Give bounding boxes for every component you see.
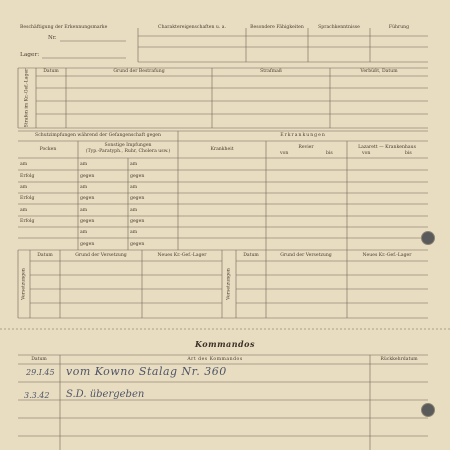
kommandos-datum: Datum	[31, 357, 47, 362]
erkrank-title: Erkrankungen	[280, 133, 326, 138]
versetz-side-left: Versetzungen	[21, 268, 27, 300]
impf-cell: am	[130, 162, 138, 167]
strafen-side-label: Strafen im Kr.-Gef.-Lager	[24, 68, 30, 128]
kommando-entry-2-datum: 3.3.42	[24, 391, 50, 400]
impf-cell: am	[130, 185, 138, 190]
impf-cell: Erfolg	[20, 219, 35, 224]
kommandos-art: Art des Kommandos	[187, 357, 243, 362]
versetz-grund-right: Grund der Versetzung	[280, 253, 332, 258]
impf-cell: gegen	[130, 196, 145, 201]
versetz-datum-right: Datum	[243, 253, 259, 258]
impf-title: Schutzimpfungen während der Gefangenschaft gegen	[35, 133, 161, 138]
impf-cell: Erfolg	[20, 196, 35, 201]
impf-cell: am	[80, 162, 88, 167]
impf-sonstige-2: (Typ.-Paratyph., Ruhr, Cholera usw.)	[85, 149, 171, 154]
job-label: Beschäftigung der Erkennungsmarke	[20, 25, 108, 30]
erkrank-lazarett-bis: bis	[405, 151, 412, 156]
impf-sonstige-1: Sonstige Impfungen	[104, 143, 152, 148]
char-label: Charaktereigenschaften u. a.	[158, 25, 226, 30]
kommandos-rueck: Rückkehrdatum	[380, 357, 418, 362]
erkrank-lazarett-von: von	[362, 151, 371, 156]
impf-cell: am	[20, 162, 28, 167]
impf-cell: am	[20, 208, 28, 213]
strafen-strafmass: Strafmaß	[260, 69, 282, 74]
versetz-grund-left: Grund der Versetzung	[75, 253, 127, 258]
impf-cell: gegen	[80, 219, 95, 224]
impf-cell: Erfolg	[20, 174, 35, 179]
erkrank-krankheit: Krankheit	[210, 147, 234, 152]
versetz-neues-right: Neues Kr.-Gef.-Lager	[362, 253, 412, 258]
punch-hole	[421, 403, 435, 417]
versetz-neues-left: Neues Kr.-Gef.-Lager	[157, 253, 207, 258]
impf-cell: am	[80, 230, 88, 235]
versetz-datum-left: Datum	[37, 253, 53, 258]
impf-cell: am	[80, 208, 88, 213]
kommando-entry-1-datum: 29.I.45	[26, 368, 55, 377]
impf-cell: am	[130, 208, 138, 213]
lager-label: Lager:	[20, 52, 40, 58]
impf-cell: gegen	[80, 174, 95, 179]
strafen-grund: Grund der Bestrafung	[113, 69, 165, 74]
versetz-side-right: Versetzungen	[226, 268, 232, 300]
impf-cell: gegen	[80, 242, 95, 247]
kommando-entry-1-text: vom Kowno Stalag Nr. 360	[66, 365, 227, 378]
impf-cell: am	[130, 230, 138, 235]
strafen-datum: Datum	[43, 69, 59, 74]
erkrank-revier: Revier	[298, 145, 314, 150]
fuehrung-label: Führung	[388, 25, 410, 30]
impf-cell: am	[20, 185, 28, 190]
impf-cell: gegen	[80, 196, 95, 201]
impf-cell: gegen	[130, 242, 145, 247]
sprach-label: Sprachkenntnisse	[318, 25, 360, 30]
impf-cell: gegen	[130, 174, 145, 179]
erkrank-revier-bis: bis	[326, 151, 333, 156]
faehig-label: Besondere Fähigkeiten	[250, 25, 304, 30]
kommandos-title: Kommandos	[195, 339, 255, 349]
impf-pocken: Pocken	[39, 147, 57, 152]
erkrank-revier-von: von	[280, 151, 289, 156]
kommando-entry-2-text: S.D. übergeben	[66, 389, 145, 400]
impf-cell: gegen	[130, 219, 145, 224]
nr-label: Nr.	[48, 35, 57, 41]
punch-hole	[421, 231, 435, 245]
impf-cell: am	[80, 185, 88, 190]
erkrank-lazarett: Lazarett — Krankenhaus	[358, 145, 416, 150]
strafen-verbuesst: Verbüßt, Datum	[360, 69, 398, 74]
